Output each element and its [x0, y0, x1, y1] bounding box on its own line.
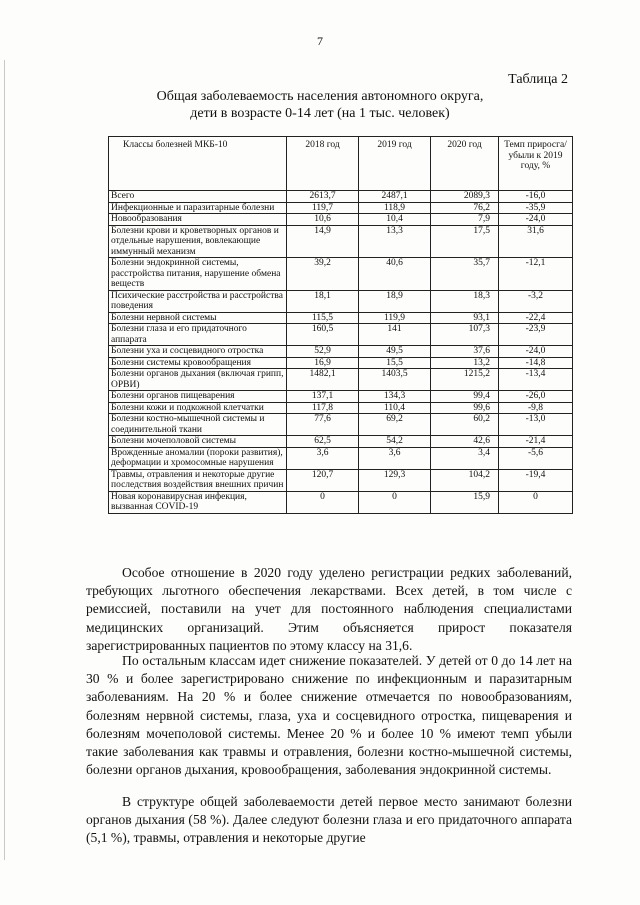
growth-rate-cell: -23,9 — [499, 324, 573, 346]
growth-rate-cell: -3,2 — [499, 290, 573, 312]
value-2019-cell: 134,3 — [359, 391, 431, 403]
table-row — [109, 447, 573, 469]
value-2019-cell: 118,9 — [359, 202, 431, 214]
paragraph-1 — [86, 564, 572, 655]
table-row — [109, 391, 573, 403]
paragraph-3 — [86, 793, 572, 848]
paragraph-text: В структуре общей заболеваемости детей первое место занимают болезни органов дыхания (58 %). Далее следуют болезни глаза и его придаточного аппарата (5,1 %), травмы, отравления и некоторые другие — [86, 794, 572, 846]
value-2019-cell: 69,2 — [359, 414, 431, 436]
table-row — [109, 436, 573, 448]
value-2020-cell: 107,3 — [431, 324, 499, 346]
value-2020-cell: 35,7 — [431, 258, 499, 291]
value-2019-cell: 119,9 — [359, 312, 431, 324]
page-number: 7 — [317, 34, 323, 48]
disease-class-cell: Болезни уха и сосцевидного отростка — [109, 346, 287, 358]
growth-rate-cell: -12,1 — [499, 258, 573, 291]
value-2020-cell: 37,6 — [431, 346, 499, 358]
paragraph-2 — [86, 652, 572, 779]
value-2019-cell: 2487,1 — [359, 191, 431, 203]
table-row — [109, 369, 573, 391]
value-2019-cell: 3,6 — [359, 447, 431, 469]
value-2018-cell: 3,6 — [287, 447, 359, 469]
header-disease-class: Классы болезней МКБ-10 — [109, 137, 287, 191]
value-2020-cell: 99,4 — [431, 391, 499, 403]
value-2018-cell: 115,5 — [287, 312, 359, 324]
disease-class-cell: Болезни костно-мышечной системы и соединительной ткани — [109, 414, 287, 436]
paragraph-text: Особое отношение в 2020 году уделено регистрации редких заболеваний, требующих льготного обеспечения лекарствами. Всех детей, в том числе с ремиссией, поставили на учет для постоянного наблюдения специалистами медицинских организаций. Этим объясняется прирост показателя зарегистрированных пациентов по этому классу на 31,6. — [86, 565, 572, 653]
growth-rate-cell: 31,6 — [499, 225, 573, 258]
growth-rate-cell: -22,4 — [499, 312, 573, 324]
caption-line-2: дети в возрасте 0-14 лет (на 1 тыс. человек) — [190, 106, 450, 121]
table-row — [109, 290, 573, 312]
value-2019-cell: 49,5 — [359, 346, 431, 358]
table-caption — [0, 88, 640, 122]
header-growth-rate: Темп приросга/ убыли к 2019 году, % — [499, 137, 573, 191]
growth-rate-cell: -13,0 — [499, 414, 573, 436]
growth-rate-cell: -16,0 — [499, 191, 573, 203]
table-row — [109, 214, 573, 226]
value-2020-cell: 18,3 — [431, 290, 499, 312]
value-2018-cell: 120,7 — [287, 469, 359, 491]
value-2020-cell: 7,9 — [431, 214, 499, 226]
table-row — [109, 402, 573, 414]
value-2020-cell: 76,2 — [431, 202, 499, 214]
table-row — [109, 225, 573, 258]
disease-class-cell: Болезни органов пищеварения — [109, 391, 287, 403]
value-2019-cell: 1403,5 — [359, 369, 431, 391]
value-2020-cell: 93,1 — [431, 312, 499, 324]
value-2019-cell: 40,6 — [359, 258, 431, 291]
table-row — [109, 191, 573, 203]
value-2018-cell: 16,9 — [287, 357, 359, 369]
growth-rate-cell: -35,9 — [499, 202, 573, 214]
disease-class-cell: Болезни эндокринной системы, расстройства питания, нарушение обмена веществ — [109, 258, 287, 291]
disease-class-cell: Болезни нервной системы — [109, 312, 287, 324]
growth-rate-cell: -19,4 — [499, 469, 573, 491]
disease-class-cell: Болезни глаза и его придаточного аппарата — [109, 324, 287, 346]
value-2018-cell: 160,5 — [287, 324, 359, 346]
scan-edge-line — [4, 60, 5, 860]
value-2020-cell: 17,5 — [431, 225, 499, 258]
disease-class-cell: Болезни органов дыхания (включая грипп, ОРВИ) — [109, 369, 287, 391]
table-row — [109, 312, 573, 324]
value-2019-cell: 0 — [359, 491, 431, 513]
disease-class-cell: Болезни мочеполовой системы — [109, 436, 287, 448]
value-2019-cell: 129,3 — [359, 469, 431, 491]
value-2018-cell: 39,2 — [287, 258, 359, 291]
caption-line-1: Общая заболеваемость населения автономного округа, — [156, 89, 484, 104]
value-2018-cell: 1482,1 — [287, 369, 359, 391]
header-2020: 2020 год — [431, 137, 499, 191]
growth-rate-cell: -24,0 — [499, 346, 573, 358]
table-row — [109, 202, 573, 214]
disease-class-cell: Болезни кожи и подкожной клетчатки — [109, 402, 287, 414]
table-row — [109, 469, 573, 491]
value-2018-cell: 0 — [287, 491, 359, 513]
header-2019: 2019 год — [359, 137, 431, 191]
disease-class-cell: Новообразования — [109, 214, 287, 226]
value-2019-cell: 54,2 — [359, 436, 431, 448]
value-2020-cell: 15,9 — [431, 491, 499, 513]
table-row — [109, 414, 573, 436]
disease-class-cell: Всего — [109, 191, 287, 203]
value-2018-cell: 62,5 — [287, 436, 359, 448]
value-2019-cell: 10,4 — [359, 214, 431, 226]
value-2020-cell: 60,2 — [431, 414, 499, 436]
value-2018-cell: 18,1 — [287, 290, 359, 312]
value-2018-cell: 77,6 — [287, 414, 359, 436]
value-2020-cell: 2089,3 — [431, 191, 499, 203]
value-2018-cell: 117,8 — [287, 402, 359, 414]
growth-rate-cell: 0 — [499, 491, 573, 513]
disease-class-cell: Травмы, отравления и некоторые другие последствия воздействия внешних причин — [109, 469, 287, 491]
growth-rate-cell: -24,0 — [499, 214, 573, 226]
value-2018-cell: 10,6 — [287, 214, 359, 226]
paragraph-text: По остальным классам идет снижение показателей. У детей от 0 до 14 лет на 30 % и более зарегистрировано снижение по инфекционным и паразитарным заболеваниям. На 20 % и более снижение отмечается по новообразованиям, болезням нервной системы, глаза, уха и сосцевидного отростка, пищеварения и болезням мочеполовой системы. Менее 20 % и более 10 % имеют темп убыли такие заболевания как травмы и отравления, болезни костно-мышечной системы, болезни органов дыхания, кровообращения, заболевания эндокринной системы. — [86, 653, 572, 778]
value-2018-cell: 14,9 — [287, 225, 359, 258]
value-2020-cell: 99,6 — [431, 402, 499, 414]
value-2020-cell: 42,6 — [431, 436, 499, 448]
growth-rate-cell: -26,0 — [499, 391, 573, 403]
disease-class-cell: Врожденные аномалии (пороки развития), деформации и хромосомные нарушения — [109, 447, 287, 469]
value-2020-cell: 104,2 — [431, 469, 499, 491]
table-row — [109, 346, 573, 358]
morbidity-table — [108, 136, 573, 514]
table-header-row — [109, 137, 573, 191]
growth-rate-cell: -21,4 — [499, 436, 573, 448]
table-row — [109, 258, 573, 291]
disease-class-cell: Болезни крови и кроветворных органов и отдельные нарушения, вовлекающие иммунный механизм — [109, 225, 287, 258]
value-2020-cell: 3,4 — [431, 447, 499, 469]
value-2019-cell: 110,4 — [359, 402, 431, 414]
value-2019-cell: 141 — [359, 324, 431, 346]
table-row — [109, 357, 573, 369]
disease-class-cell: Новая коронавирусная инфекция, вызванная COVID-19 — [109, 491, 287, 513]
value-2019-cell: 15,5 — [359, 357, 431, 369]
disease-class-cell: Психические расстройства и расстройства поведения — [109, 290, 287, 312]
value-2018-cell: 52,9 — [287, 346, 359, 358]
disease-class-cell: Болезни системы кровообращения — [109, 357, 287, 369]
value-2018-cell: 2613,7 — [287, 191, 359, 203]
growth-rate-cell: -5,6 — [499, 447, 573, 469]
value-2019-cell: 13,3 — [359, 225, 431, 258]
value-2018-cell: 119,7 — [287, 202, 359, 214]
disease-class-cell: Инфекционные и паразитарные болезни — [109, 202, 287, 214]
growth-rate-cell: -9,8 — [499, 402, 573, 414]
growth-rate-cell: -13,4 — [499, 369, 573, 391]
growth-rate-cell: -14,8 — [499, 357, 573, 369]
table-label: Таблица 2 — [508, 72, 568, 87]
value-2018-cell: 137,1 — [287, 391, 359, 403]
table-row — [109, 491, 573, 513]
value-2019-cell: 18,9 — [359, 290, 431, 312]
header-2018: 2018 год — [287, 137, 359, 191]
value-2020-cell: 13,2 — [431, 357, 499, 369]
table-row — [109, 324, 573, 346]
value-2020-cell: 1215,2 — [431, 369, 499, 391]
